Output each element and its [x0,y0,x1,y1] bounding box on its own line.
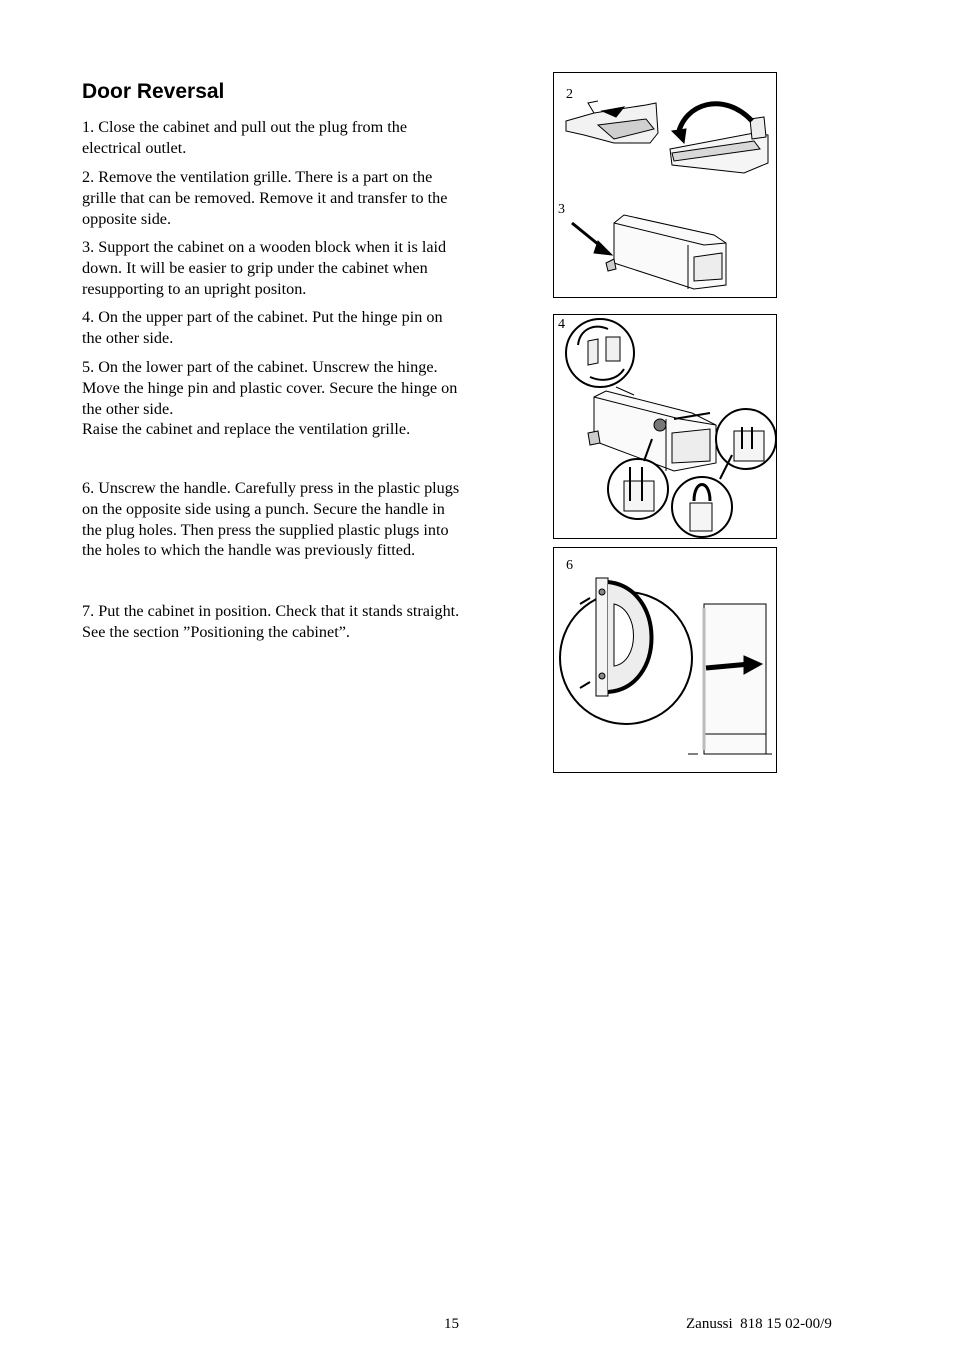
step-5-note: Raise the cabinet and replace the ventilation grille. [82,420,411,438]
figure-2-3 [553,72,777,298]
step-7: 7. Put the cabinet in position. Check that it stands straight. See the section ”Positioning the cabinet”. [82,602,460,641]
grille-removal-illustration [554,73,778,299]
figure-3-label: 3 [558,202,565,217]
figure-4-label: 4 [558,317,565,332]
document-reference: Zanussi 818 15 02-00/9 [686,1316,832,1332]
handle-reversal-illustration [554,548,778,774]
step-4: 4. On the upper part of the cabinet. Put the hinge pin on the other side. [82,308,443,347]
page-number: 15 [444,1316,459,1332]
figure-2-label: 2 [566,87,573,102]
figure-4 [553,314,777,539]
hinge-reversal-illustration [554,315,778,540]
figure-6-label: 6 [566,558,573,573]
figure-6 [553,547,777,773]
step-6: 6. Unscrew the handle. Carefully press in the plastic plugs on the opposite side using a punch. Secure the handle in the plug holes. Then press the supplied plastic plugs into the holes to which the handle was previously fitted. [82,479,460,560]
step-3: 3. Support the cabinet on a wooden block when it is laid down. It will be easier to grip under the cabinet when resupporting to an upright positon. [82,238,447,298]
step-1: 1. Close the cabinet and pull out the plug from the electrical outlet. [82,118,408,157]
step-2: 2. Remove the ventilation grille. There is a part on the grille that can be removed. Remove it and transfer to the opposite side. [82,168,448,228]
page-title: Door Reversal [82,80,225,103]
step-5: 5. On the lower part of the cabinet. Unscrew the hinge. Move the hinge pin and plastic cover. Secure the hinge on the other side. [82,358,458,418]
